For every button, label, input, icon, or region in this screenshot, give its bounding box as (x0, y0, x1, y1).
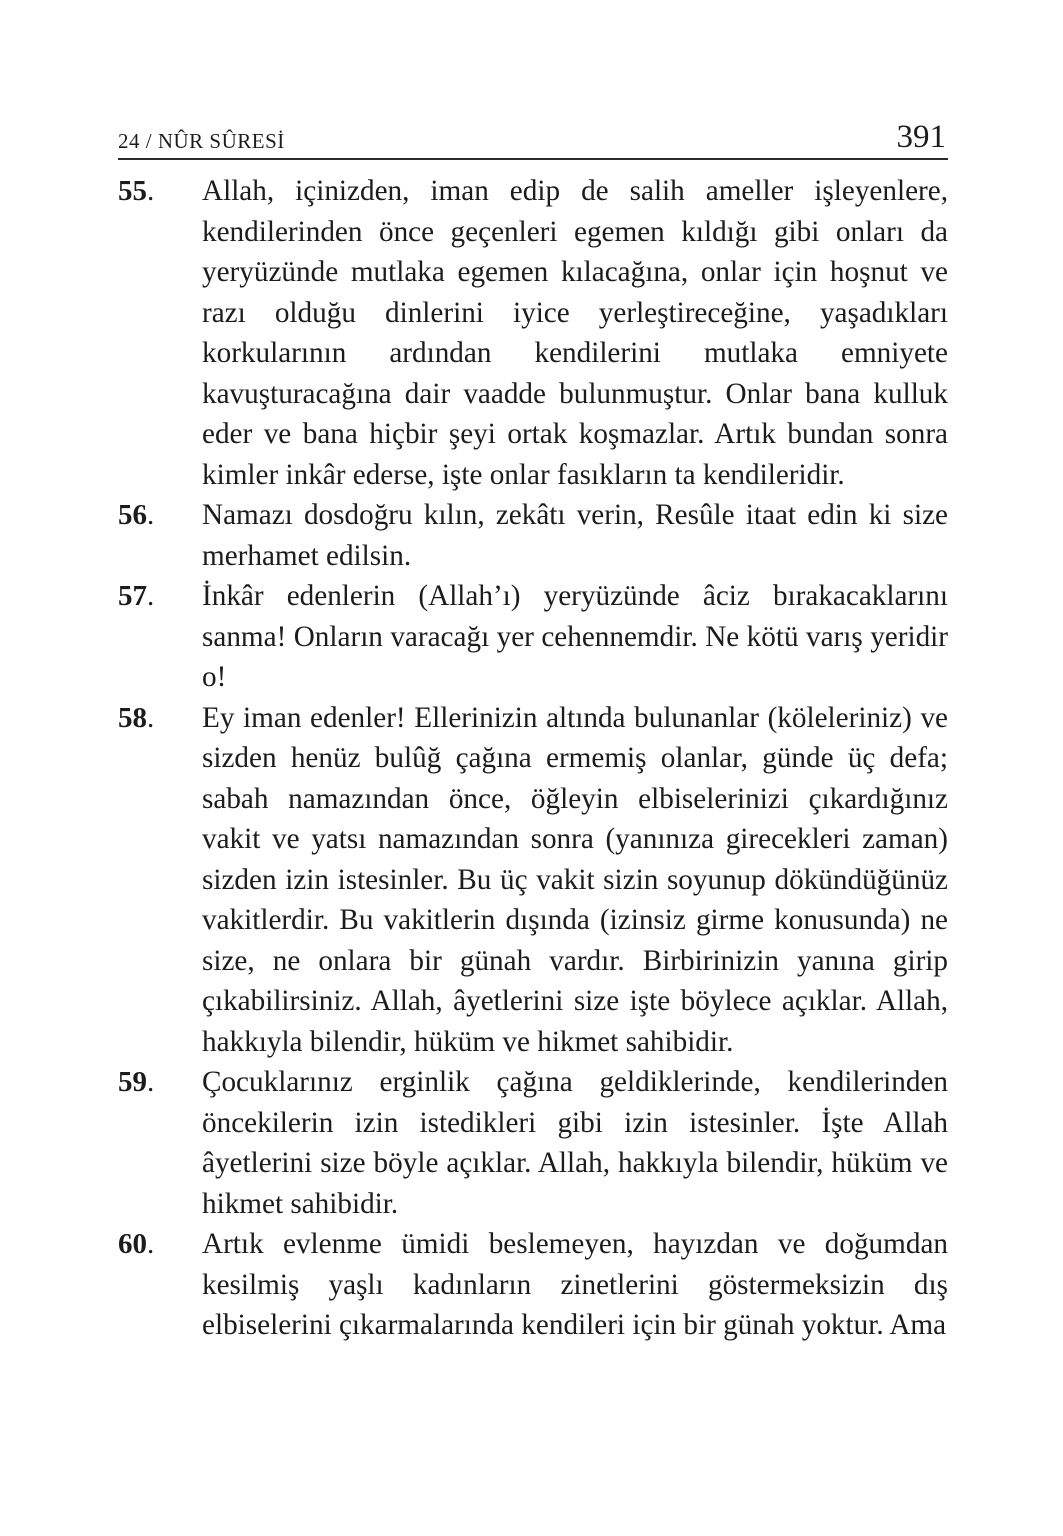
verse-57 (118, 576, 948, 698)
verse-number: 55. (118, 175, 155, 207)
verse-number: 58. (118, 701, 155, 734)
verse-number: 57. (118, 580, 155, 612)
verse-number: 60. (118, 1228, 155, 1260)
verse-text: Ey iman edenler! Ellerinizin altında bulunanlar (köleleriniz) ve sizden henüz bulûğ çağına ermemiş olanlar, günde üç defa; sabah namazından önce, öğleyin elbiselerinizi çıkardığınız vakit ve yatsı namazından sonra (yanınıza girecekleri zaman) sizden izin istesinler. Bu üç vakit sizin soyunup dökündüğünüz vakitlerdir. Bu vakitlerin dışında (izinsiz girme konusunda) ne size, ne onlara bir günah vardır. Birbirinizin yanına girip çıkabilirsiniz. Allah, âyetlerini size işte böylece açıklar. Allah, hakkıyla bilendir, hüküm ve hikmet sahibidir. (202, 701, 948, 1058)
verse-59 (118, 1062, 948, 1224)
verse-56 (118, 495, 948, 576)
verse-text: Namazı dosdoğru kılın, zekâtı verin, Resûle itaat edin ki size merhamet edilsin. (202, 499, 948, 572)
verse-55 (118, 171, 948, 495)
header-rule (118, 158, 948, 160)
verse-60 (118, 1224, 948, 1346)
verse-number: 56. (118, 499, 155, 531)
verse-text: Artık evlenme ümidi beslemeyen, hayızdan ve doğumdan kesilmiş yaşlı kadınların zinetlerini göstermeksizin dış elbiselerini çıkarmalarında kendileri için bir günah yoktur. Ama (202, 1228, 948, 1341)
verse-number: 59. (118, 1066, 155, 1098)
verse-text: Allah, içinizden, iman edip de salih ameller işleyenlere, kendilerinden önce geçenleri egemen kıldığı gibi onları da yeryüzünde mutlaka egemen kılacağına, onlar için hoşnut ve razı olduğu dinlerini iyice yerleştireceğine, yaşadıkları korkularının ardından kendilerini mutlaka emniyete kavuşturacağına dair vaadde bulunmuştur. Onlar bana kulluk eder ve bana hiçbir şeyi ortak koşmazlar. Artık bundan sonra kimler inkâr ederse, işte onlar fasıkların ta kendileridir. (202, 175, 948, 491)
verse-list (118, 171, 948, 1346)
page-header (118, 112, 948, 158)
verse-58 (118, 698, 948, 1063)
running-head: 24 / NÛR SÛRESİ (118, 129, 285, 153)
verse-text: Çocuklarınız erginlik çağına geldiklerinde, kendilerinden öncekilerin izin istedikleri gibi izin istesinler. İşte Allah âyetlerini size böyle açıklar. Allah, hakkıyla bilendir, hüküm ve hikmet sahibidir. (202, 1066, 948, 1220)
page-number: 391 (896, 119, 946, 155)
book-page (118, 112, 948, 1346)
verse-text: İnkâr edenlerin (Allah’ı) yeryüzünde âciz bırakacaklarını sanma! Onların varacağı yer cehennemdir. Ne kötü varış yeridir o! (202, 580, 948, 693)
